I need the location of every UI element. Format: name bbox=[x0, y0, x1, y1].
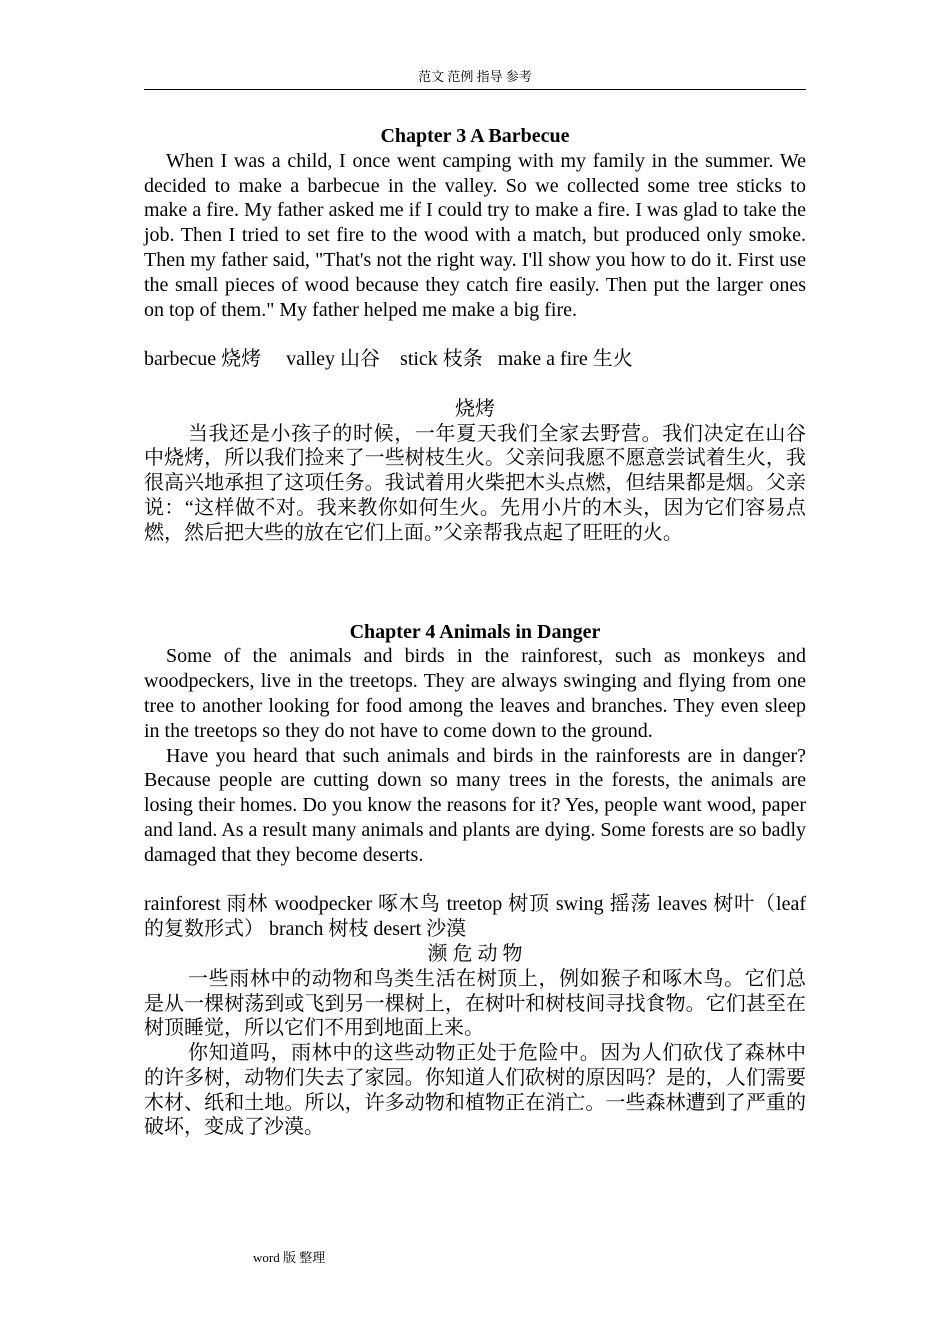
document-body bbox=[144, 124, 806, 1140]
chapter-4-chinese-paragraph-1: 一些雨林中的动物和鸟类生活在树顶上，例如猴子和啄木鸟。它们总是从一棵树荡到或飞到另一棵树上，在树叶和树枝间寻找食物。它们甚至在树顶睡觉，所以它们不用到地面上来。 bbox=[144, 967, 806, 1040]
chapter-4-paragraph-2: Have you heard that such animals and birds in the rainforests are in danger? Because people are cutting down so many trees in the forests, the animals are losing their homes. Do you know the reasons for it? Yes, people want wood, paper and land. As a result many animals and plants are dying. Some forests are so badly damaged that they become deserts. bbox=[144, 744, 806, 866]
chapter-4-chinese-title: 濒 危 动 物 bbox=[427, 942, 523, 965]
chapter-4-vocabulary: rainforest 雨林 woodpecker 啄木鸟 treetop 树顶 swing 摇荡 leaves 树叶（leaf 的复数形式） branch 树枝 desert 沙漠 bbox=[144, 893, 806, 941]
chapter-4-paragraph-1: Some of the animals and birds in the rainforest, such as monkeys and woodpeckers, live in the treetops. They are always swinging and flying from one tree to another looking for food among the leaves and branches. They even sleep in the treetops so they do not have to come down to the ground. bbox=[144, 645, 806, 742]
chapter-4-title: Chapter 4 Animals in Danger bbox=[349, 620, 601, 643]
page-header: 范文 范例 指导 参考 bbox=[144, 66, 806, 90]
chapter-4-chinese-paragraph-2: 你知道吗，雨林中的这些动物正处于危险中。因为人们砍伐了森林中的许多树，动物们失去了家园。你知道人们砍树的原因吗？是的，人们需要木材、纸和土地。所以，许多动物和植物正在消亡。一些森林遭到了严重的破坏，变成了沙漠。 bbox=[144, 1042, 806, 1139]
chapter-3-title: Chapter 3 A Barbecue bbox=[380, 125, 570, 147]
chapter-3-chinese-paragraph: 当我还是小孩子的时候，一年夏天我们全家去野营。我们决定在山谷中烧烤，所以我们捡来了一些树枝生火。父亲问我愿不愿意尝试着生火，我很高兴地承担了这项任务。我试着用火柴把木头点燃，但结果都是烟。父亲说：“这样做不对。我来教你如何生火。先用小片的木头，因为它们容易点燃，然后把大些的放在它们上面。”父亲帮我点起了旺旺的火。 bbox=[144, 422, 806, 544]
chapter-3-vocabulary: barbecue 烧烤 valley 山谷 stick 枝条 make a fire 生火 bbox=[144, 348, 633, 371]
chapter-3-chinese-title: 烧烤 bbox=[455, 397, 495, 420]
page-footer: word 版 整理 bbox=[253, 1250, 326, 1265]
chapter-3-paragraph: When I was a child, I once went camping with my family in the summer. We decided to make a barbecue in the valley. So we collected some tree sticks to make a fire. My father asked me if I could try to make a fire. I was glad to take the job. Then I tried to set fire to the wood with a match, but produced only smoke. Then my father said, "That's not the right way. I'll show you how to do it. First use the small pieces of wood because they catch fire easily. Then put the larger ones on top of them." My father helped me make a big fire. bbox=[144, 149, 806, 321]
